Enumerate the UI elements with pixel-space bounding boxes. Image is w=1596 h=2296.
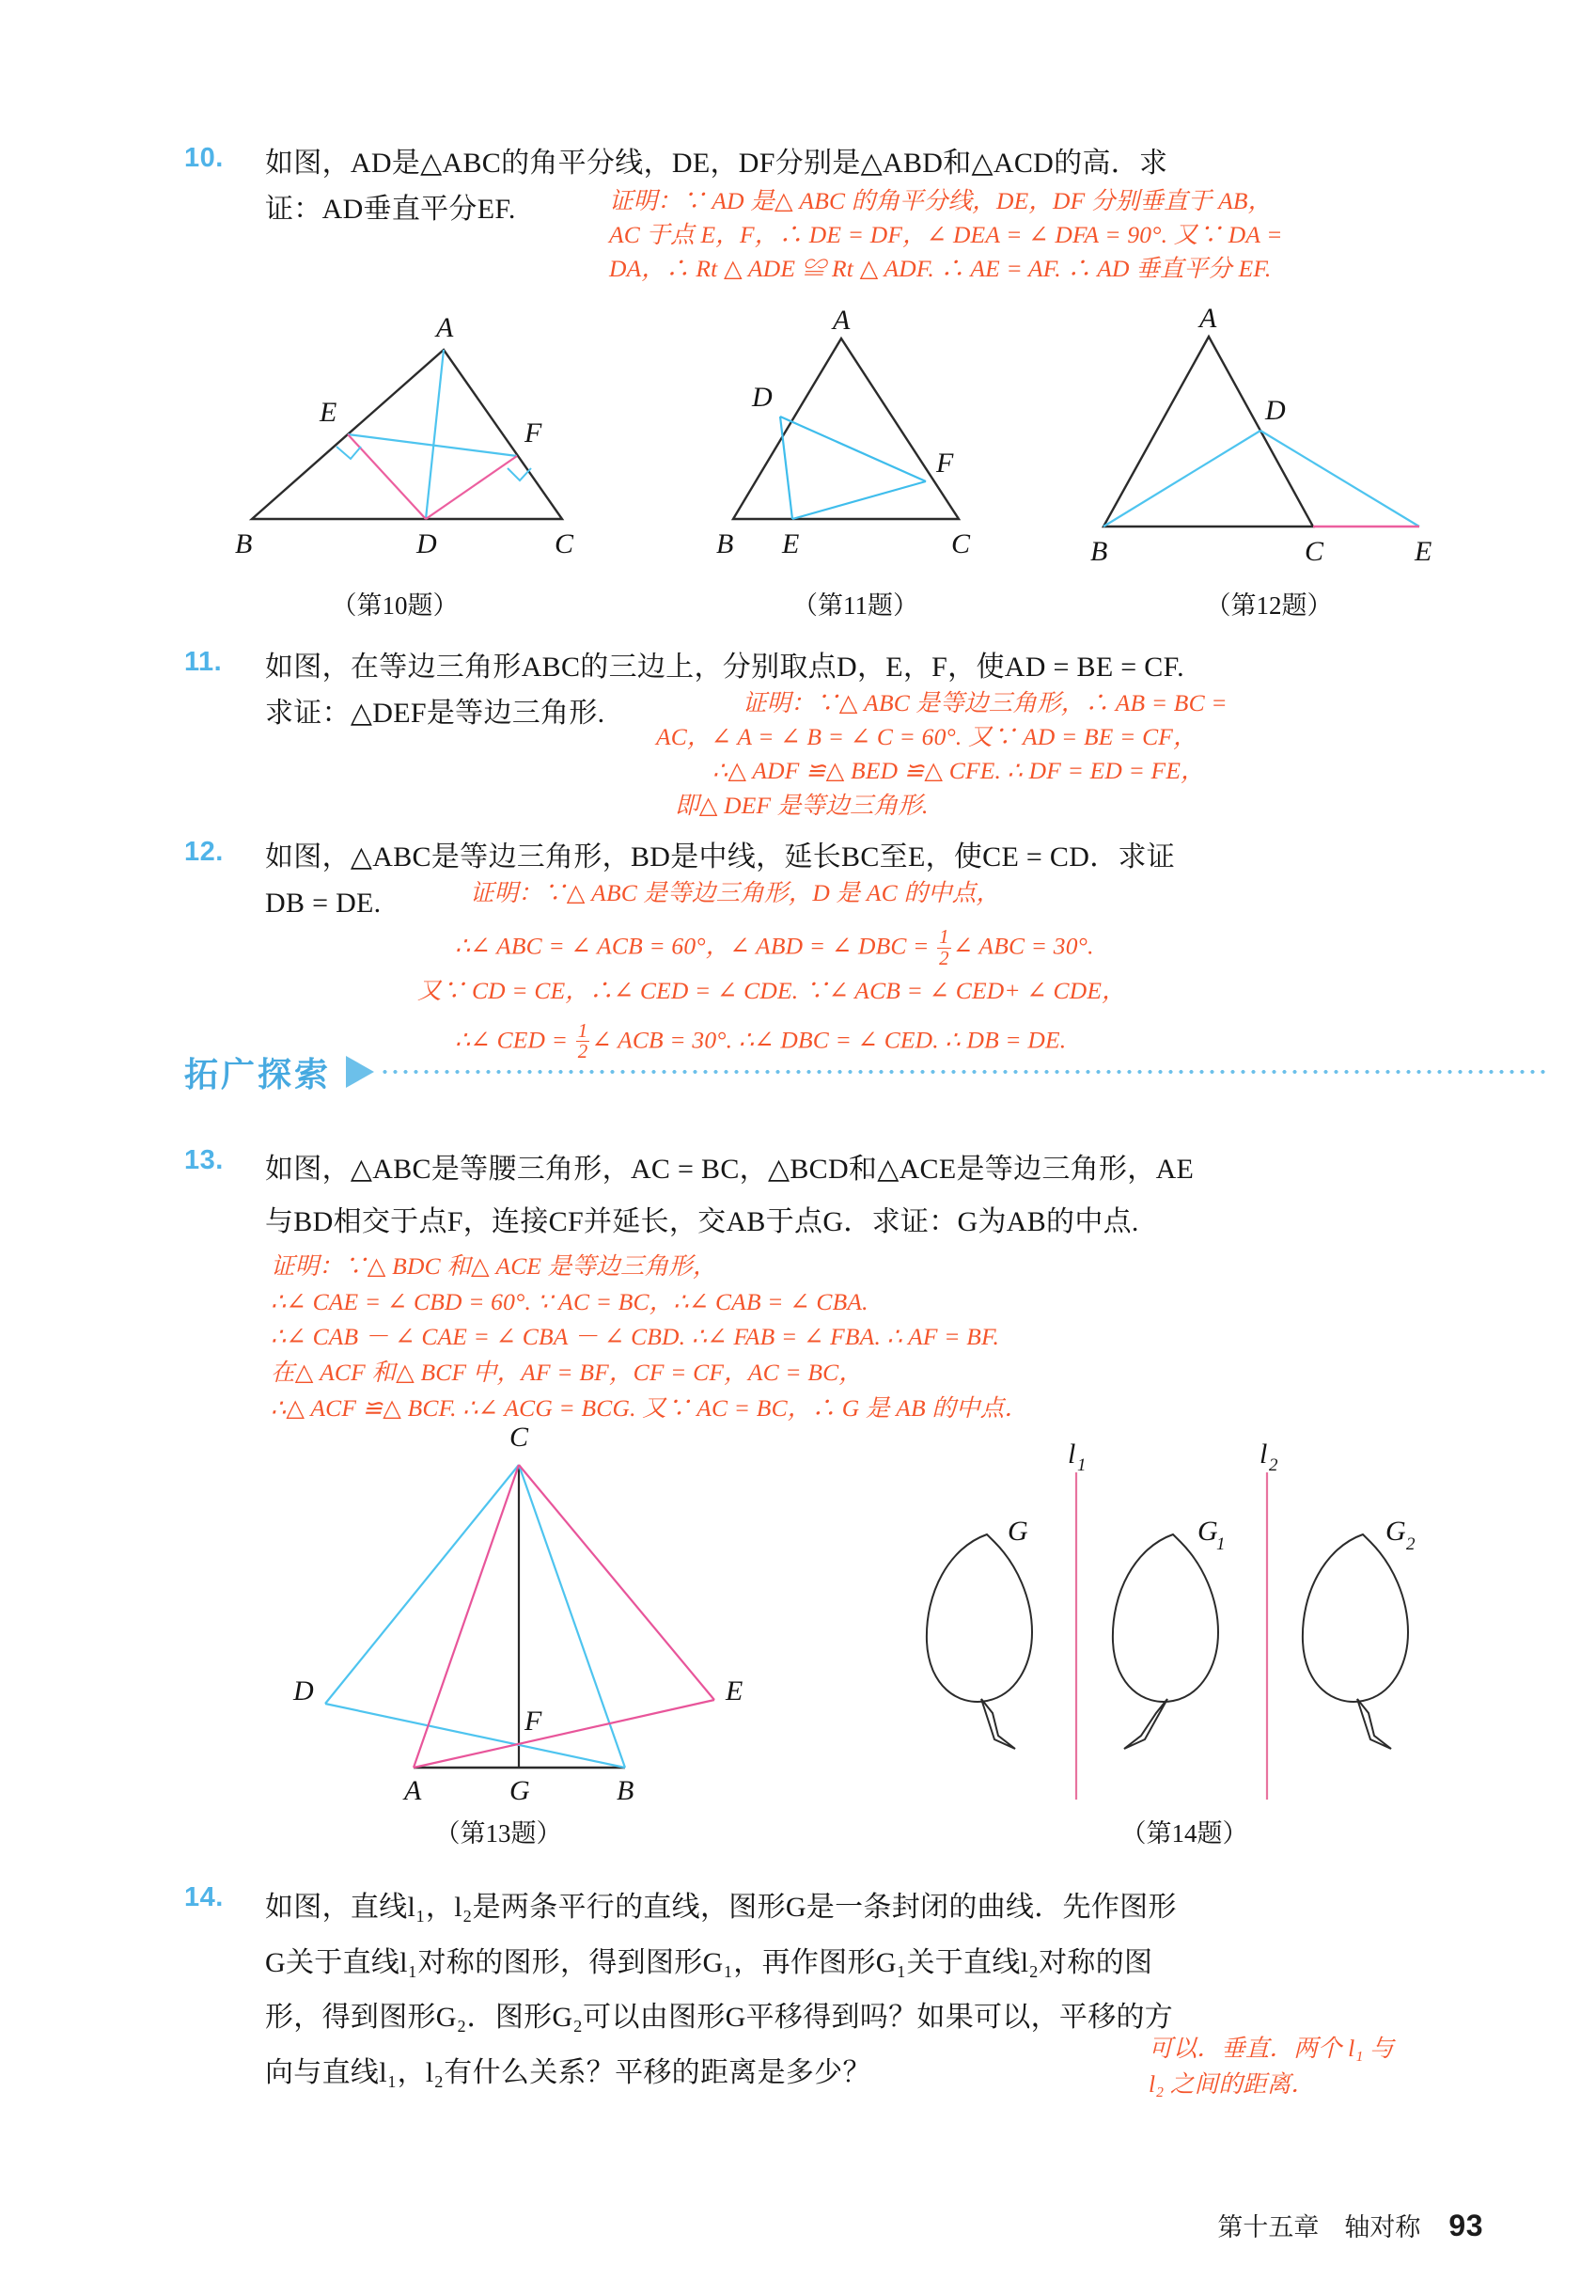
figure-11-label-A: A <box>833 305 851 336</box>
figure-14-label-G1-sub: 1 <box>1216 1534 1226 1554</box>
footer-chapter: 第十五章 轴对称 <box>1217 2213 1421 2241</box>
figure-13-label-D: D <box>293 1675 314 1706</box>
figure-10-label-D: D <box>416 528 437 559</box>
figure-14-label-l1: l <box>1068 1439 1076 1470</box>
dotted-rule <box>380 1069 1547 1075</box>
figure-13-label-A: A <box>404 1775 422 1806</box>
figure-12-label-B: B <box>1090 536 1108 567</box>
answer-line: 证明：∵ AD 是△ ABC 的角平分线，DE，DF 分别垂直于 AB， <box>609 187 1273 214</box>
section-header-title: 拓广探索 <box>184 1054 332 1093</box>
answer-line: 又∵ CD = CE，∴∠ CED = ∠ CDE. ∵∠ ACB = ∠ CED+ ∠ CDE， <box>417 976 1126 1004</box>
figure-10-label-A: A <box>436 312 454 343</box>
question-14-line-3: 形，得到图形G₂．图形G₂可以由图形G平移得到吗？如果可以，平移的方 <box>265 2002 1174 2033</box>
figure-10-label-C: C <box>555 528 574 559</box>
answer-line: ∴∠ CAE = ∠ CBD = 60°. ∵ AC = BC，∴∠ CAB = ∠ CBA. <box>271 1287 868 1315</box>
figure-14-label-G1: G <box>1197 1516 1218 1547</box>
question-13-line-2: 与BD相交于点F，连接CF并延长，交AB于点G．求证：G为AB的中点. <box>265 1205 1139 1237</box>
question-12-answer <box>417 876 1570 1063</box>
figure-12-caption: （第12题） <box>1205 591 1333 620</box>
question-11-number: 11. <box>184 647 223 677</box>
figure-14-caption: （第14题） <box>1120 1819 1248 1848</box>
answer-seg: ∴∠ ABC = ∠ ACB = 60°，∠ ABD = ∠ DBC = <box>455 932 936 960</box>
answer-line: ∴△ ADF ≌△ BED ≌△ CFE. ∴ DF = ED = FE， <box>712 757 1205 785</box>
question-13-number: 13. <box>184 1145 224 1175</box>
figure-11-label-C: C <box>951 528 971 559</box>
answer-line: l₂ 之间的距离． <box>1149 2070 1316 2099</box>
answer-line: ∴∠ CAB － ∠ CAE = ∠ CBA － ∠ CBD. ∴∠ FAB = ∠ FBA. ∴ AF = BF. <box>271 1323 1000 1351</box>
question-10-number: 10. <box>184 143 224 173</box>
figure-13-label-F: F <box>524 1706 542 1737</box>
question-11-line-1: 如图，在等边三角形ABC的三边上，分别取点D，E，F，使AD = BE = CF. <box>265 652 1184 683</box>
answer-line: 在△ ACF 和△ BCF 中，AF = BF，CF = CF，AC = BC， <box>271 1359 864 1387</box>
figure-12-label-A: A <box>1199 303 1217 334</box>
figure-14 <box>884 1439 1466 1824</box>
figure-14-label-G2: G <box>1385 1516 1406 1547</box>
answer-seg: ∴∠ CED = <box>455 1026 574 1054</box>
figure-11-caption: （第11题） <box>792 591 918 620</box>
figure-11-label-B: B <box>716 528 734 559</box>
answer-line: 证明：∵△ ABC 是等边三角形，D 是 AC 的中点， <box>470 879 1001 906</box>
figure-13 <box>273 1422 837 1806</box>
fraction-one-half: $\frac{1}{2}$ <box>577 1019 588 1063</box>
answer-line: 证明：∵△ BDC 和△ ACE 是等边三角形， <box>271 1252 717 1280</box>
question-12-line-2: DB = DE. <box>265 887 382 919</box>
figure-12 <box>1090 303 1466 592</box>
answer-line <box>455 927 1570 968</box>
question-14-line-1: 如图，直线l₁，l₂是两条平行的直线，图形G是一条封闭的曲线．先作图形 <box>265 1892 1177 1923</box>
question-14-answer <box>1149 2031 1543 2103</box>
figure-14-label-G2-sub: 2 <box>1406 1534 1416 1554</box>
answer-line: DA，∴ Rt △ ADE ≌ Rt △ ADF. ∴ AE = AF. ∴ AD 垂直平分 EF. <box>609 255 1272 283</box>
figure-12-label-C: C <box>1305 536 1324 567</box>
question-10-line-2: 证：AD垂直平分EF. <box>265 193 516 225</box>
figure-13-caption: （第13题） <box>434 1819 562 1848</box>
figure-10-caption: （第10题） <box>331 591 459 620</box>
figure-11 <box>714 305 1025 592</box>
figure-12-label-D: D <box>1265 395 1286 426</box>
question-12-line-1: 如图，△ABC是等边三角形，BD是中线，延长BC至E，使CE = CD．求证 <box>265 841 1176 873</box>
section-header <box>184 1046 1547 1098</box>
figure-11-label-F: F <box>936 448 954 479</box>
triangle-right-icon <box>346 1056 374 1088</box>
question-10-line-1: 如图，AD是△ABC的角平分线，DE，DF分别是△ABD和△ACD的高．求 <box>265 148 1168 179</box>
figure-10-label-F: F <box>524 417 542 448</box>
answer-line: 即△ DEF 是等边三角形. <box>675 791 929 819</box>
fraction-one-half: $\frac{1}{2}$ <box>939 925 949 969</box>
figure-14-label-G: G <box>1008 1516 1028 1547</box>
page-footer <box>1217 2207 1483 2243</box>
figure-13-label-C: C <box>509 1422 529 1453</box>
question-12-number: 12. <box>184 837 224 867</box>
footer-page-number: 93 <box>1448 2209 1483 2242</box>
answer-seg: ∠ ABC = 30°. <box>952 932 1094 960</box>
figure-14-label-l2-sub: 2 <box>1269 1455 1278 1475</box>
figure-14-label-l2: l <box>1260 1439 1268 1470</box>
figure-11-label-D: D <box>752 382 773 413</box>
figure-10-label-E: E <box>320 397 337 428</box>
answer-seg: ∠ ACB = 30°. ∴∠ DBC = ∠ CED. ∴ DB = DE. <box>591 1026 1067 1054</box>
figure-14-label-l1-sub: 1 <box>1077 1455 1087 1475</box>
question-14-line-4: 向与直线l₁，l₂有什么关系？平移的距离是多少？ <box>265 2056 871 2088</box>
question-13-line-1: 如图，△ABC是等腰三角形，AC = BC，△BCD和△ACE是等边三角形，AE <box>265 1154 1195 1185</box>
figure-10-label-B: B <box>235 528 253 559</box>
figure-13-label-B: B <box>617 1775 634 1806</box>
figure-13-label-G: G <box>509 1775 530 1806</box>
question-14-number: 14. <box>184 1882 224 1912</box>
answer-line: 证明：∵△ ABC 是等边三角形，∴ AB = BC = <box>743 689 1228 716</box>
answer-line: AC，∠ A = ∠ B = ∠ C = 60°. 又∵ AD = BE = CF， <box>656 723 1197 751</box>
answer-line: AC 于点 E，F，∴ DE = DF，∠ DEA = ∠ DFA = 90°. 又∵ DA = <box>609 221 1283 249</box>
figure-12-label-E: E <box>1415 536 1432 567</box>
question-11-line-2: 求证：△DEF是等边三角形. <box>265 697 605 729</box>
answer-line: 可以．垂直．两个 l₁ 与 <box>1149 2035 1394 2062</box>
question-13-text <box>265 1143 1572 1248</box>
question-11-answer <box>656 686 1570 823</box>
question-14-line-2: G关于直线l₁对称的图形，得到图形G₁，再作图形G₁关于直线l₂对称的图 <box>265 1946 1153 1978</box>
figure-13-label-E: E <box>726 1675 743 1706</box>
question-10-answer <box>609 184 1558 287</box>
figure-10 <box>226 310 620 592</box>
answer-line: ∴△ ACF ≌△ BCF. ∴∠ ACG = BCG. 又∵ AC = BC，∴ G 是 AB 的中点． <box>271 1393 1029 1422</box>
question-13-answer <box>271 1249 1549 1426</box>
figure-11-label-E: E <box>782 528 800 559</box>
